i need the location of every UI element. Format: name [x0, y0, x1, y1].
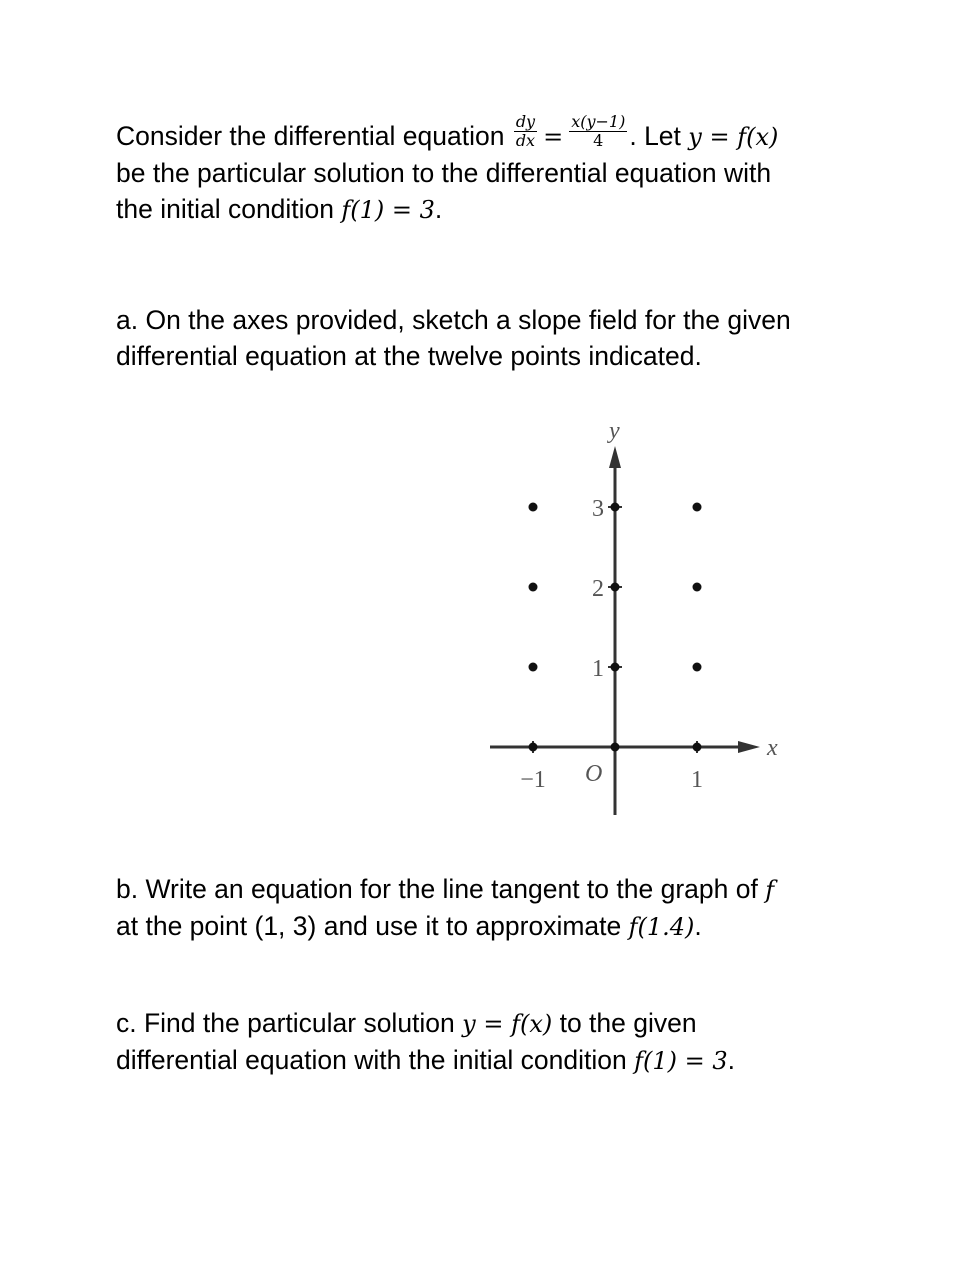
slope-field-point — [693, 503, 702, 512]
part-a-line-2: differential equation at the twelve points indicated. — [116, 341, 702, 371]
intro-text: Consider the differential equation — [116, 121, 512, 151]
rhs-numerator: x(y−1) — [571, 111, 626, 131]
rhs-denominator: 4 — [593, 130, 604, 150]
y-equals-fx-c: y = f(x) — [462, 1010, 553, 1038]
f-symbol: f — [765, 876, 775, 904]
part-c — [116, 1005, 876, 1079]
part-b-text-2: at the point (1, 3) and use it to approximate — [116, 911, 629, 941]
x-axis-arrow — [738, 741, 760, 753]
slope-field-point — [529, 743, 538, 752]
dy-numerator: dy — [515, 111, 536, 131]
equals-sign: = — [543, 123, 564, 151]
y-equals-fx: y = f(x) — [688, 123, 779, 151]
initial-condition-math: f(1) = 3 — [341, 196, 435, 224]
slope-field-point — [611, 583, 620, 592]
slope-field-point — [693, 743, 702, 752]
slope-field-point — [611, 743, 620, 752]
intro-period: . — [434, 194, 443, 224]
part-b-period: . — [694, 911, 702, 941]
part-c-line-2 — [116, 1042, 876, 1079]
part-c-period: . — [727, 1045, 735, 1075]
part-b-line-1 — [116, 871, 876, 908]
origin-label: O — [585, 761, 603, 787]
initial-condition-text: the initial condition — [116, 194, 342, 224]
slope-field-point — [529, 663, 538, 672]
x-axis-label: x — [767, 735, 778, 761]
intro-line-2: be the particular solution to the differential equation with — [116, 158, 772, 188]
slope-field-axes — [480, 410, 800, 830]
part-c-text-2: differential equation with the initial condition — [116, 1045, 635, 1075]
part-c-text-1: c. Find the particular solution — [116, 1008, 463, 1038]
initial-condition-c: f(1) = 3 — [634, 1047, 728, 1075]
dx-denominator: dx — [515, 130, 536, 150]
intro-line-3 — [116, 191, 876, 228]
slope-field-point — [611, 663, 620, 672]
dy-dx-fraction — [514, 113, 537, 150]
y-axis-label: y — [609, 418, 620, 444]
y-tick-label: 1 — [592, 656, 604, 682]
part-b-line-2 — [116, 908, 876, 945]
labels-group — [520, 418, 778, 793]
slope-field-point — [611, 503, 620, 512]
y-tick-label: 2 — [592, 576, 604, 602]
slope-field-point — [529, 583, 538, 592]
intro-let-text: . Let — [629, 121, 689, 151]
y-tick-label: 3 — [592, 496, 604, 522]
part-a — [116, 302, 876, 374]
f-of-1-4: f(1.4) — [628, 913, 695, 941]
slope-field-point — [529, 503, 538, 512]
x-tick-label: 1 — [691, 767, 703, 793]
rhs-fraction — [569, 113, 627, 150]
problem-intro — [116, 111, 876, 228]
part-b-text-1: b. Write an equation for the line tangent to the graph of — [116, 874, 766, 904]
part-a-line-1: a. On the axes provided, sketch a slope field for the given — [116, 305, 791, 335]
part-b — [116, 871, 876, 945]
slope-field-point — [693, 583, 702, 592]
axes-group — [490, 446, 760, 815]
part-c-text-1-end: to the given — [552, 1008, 697, 1038]
slope-field-point — [693, 663, 702, 672]
y-axis-arrow — [609, 446, 621, 468]
part-c-line-1 — [116, 1005, 876, 1042]
x-tick-label: −1 — [520, 767, 546, 793]
intro-line-1 — [116, 111, 876, 155]
